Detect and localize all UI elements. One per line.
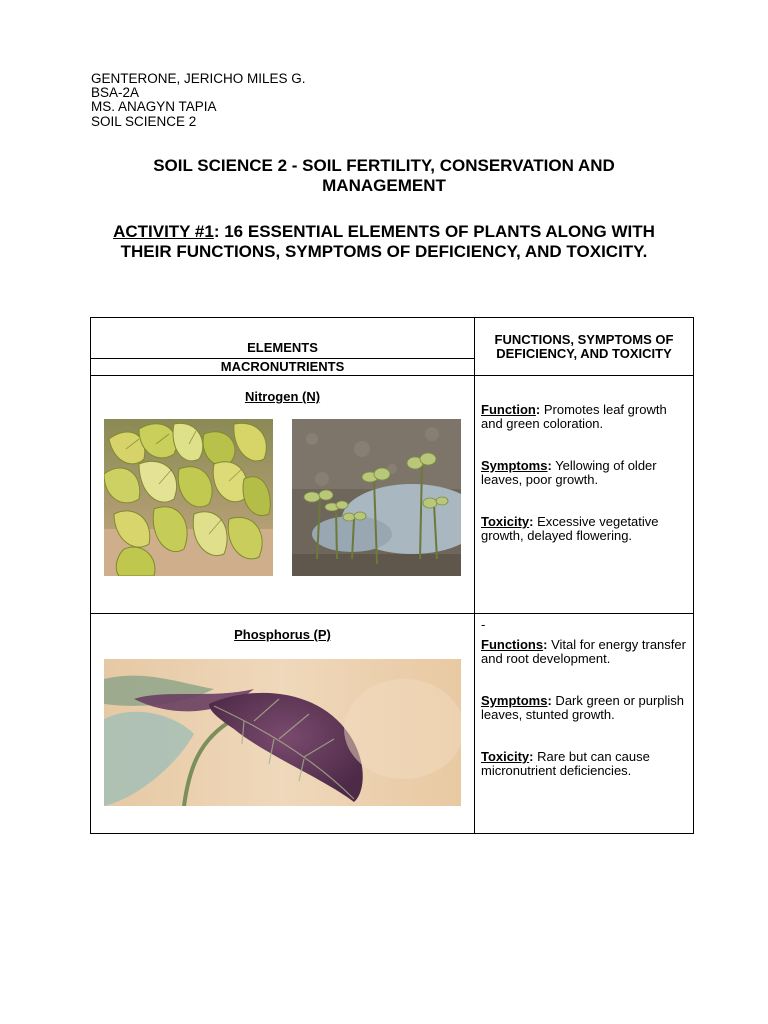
activity-text: : 16 ESSENTIAL ELEMENTS OF PLANTS ALONG WITH THEIR FUNCTIONS, SYMPTOMS OF DEFICIENCY, AND TOXICITY. xyxy=(120,222,655,261)
student-info xyxy=(91,72,306,129)
instructor-name: MS. ANAGYN TAPIA xyxy=(91,99,217,115)
element-name: Phosphorus (P) xyxy=(234,627,331,642)
symptoms-text: Symptoms: Yellowing of older leaves, poor growth. xyxy=(481,458,657,487)
student-section: BSA-2A xyxy=(91,85,140,101)
functions-header: FUNCTIONS, SYMPTOMS OF DEFICIENCY, AND TOXICITY xyxy=(475,318,694,376)
macronutrients-header: MACRONUTRIENTS xyxy=(91,359,475,376)
course-name: SOIL SCIENCE 2 xyxy=(91,113,197,129)
activity-label: ACTIVITY #1 xyxy=(113,222,214,241)
phosphorus-description xyxy=(475,614,694,834)
document-title: SOIL SCIENCE 2 - SOIL FERTILITY, CONSERVATION AND MANAGEMENT xyxy=(153,156,615,195)
seedlings-photo xyxy=(292,419,461,576)
elements-header: ELEMENTS xyxy=(91,318,475,359)
activity-heading xyxy=(90,222,678,261)
student-name: GENTERONE, JERICHO MILES G. xyxy=(91,71,306,86)
dash-mark: - xyxy=(481,617,486,632)
nitrogen-description xyxy=(475,376,694,614)
toxicity-text: Toxicity: Excessive vegetative growth, delayed flowering. xyxy=(481,514,659,543)
element-name: Nitrogen (N) xyxy=(244,389,321,404)
yellow-leaves-photo xyxy=(104,419,273,576)
function-text: Functions: Vital for energy transfer and root development. xyxy=(481,637,686,666)
purple-leaf-photo xyxy=(104,659,461,806)
function-text: Function: Promotes leaf growth and green coloration. xyxy=(481,402,667,431)
symptoms-text: Symptoms: Dark green or purplish leaves, stunted growth. xyxy=(481,693,685,722)
toxicity-text: Toxicity: Rare but can cause micronutrient deficiencies. xyxy=(481,749,650,778)
